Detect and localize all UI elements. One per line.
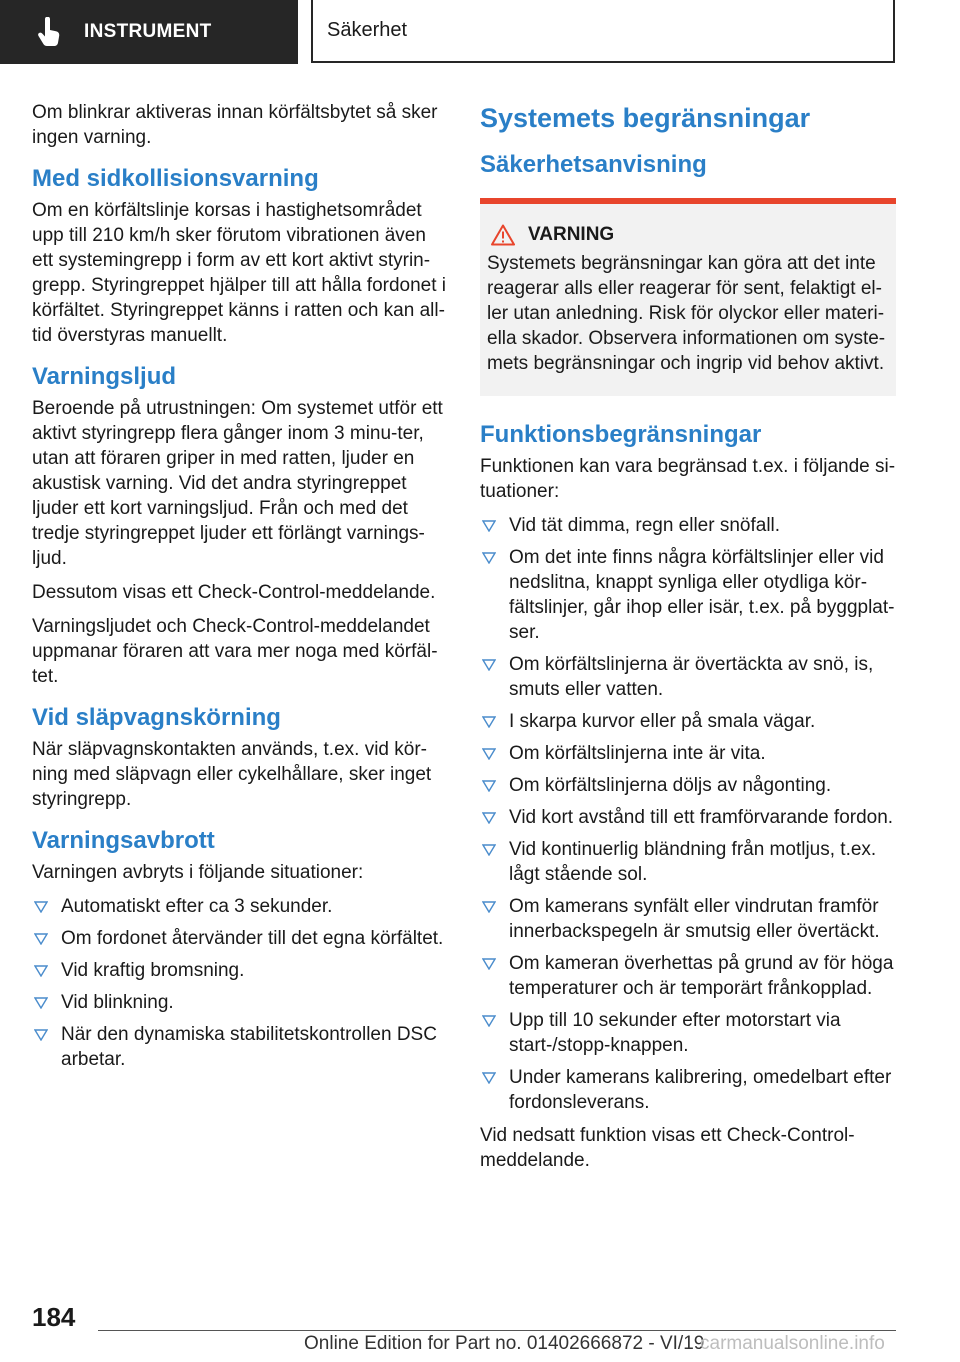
paragraph-slapvagn: När släpvagnskontakten används, t.ex. vid kör‐ning med släpvagn eller cykelhållare, sker inget styringrepp. (32, 739, 432, 810)
page-number: 184 (32, 1302, 76, 1332)
list-item: Under kamerans kalibrering, omedelbart efter fordonsleverans. (480, 1065, 896, 1115)
triangle-bullet-icon (482, 552, 496, 564)
footer-edition: Online Edition for Part no. 01402666872 - VI/19 (304, 1333, 705, 1354)
triangle-bullet-icon (482, 716, 496, 728)
heading-slapvagn: Vid släpvagnskörning (32, 704, 281, 731)
list-item: Om körfältslinjerna inte är vita. (480, 741, 896, 766)
triangle-bullet-icon (482, 812, 496, 824)
list-item: Om kamerans synfält eller vindrutan framför innerbackspegeln är smutsig eller övertäckt. (480, 894, 896, 944)
list-item: Vid kort avstånd till ett framförvarande fordon. (480, 805, 896, 830)
triangle-bullet-icon (482, 780, 496, 792)
watermark: carmanualsonline.info (700, 1333, 885, 1354)
paragraph-varningsljud-2: Dessutom visas ett Check-Control-meddelande. (32, 582, 436, 603)
triangle-bullet-icon (34, 1029, 48, 1041)
hand-pointer-icon (36, 17, 62, 47)
triangle-bullet-icon (482, 901, 496, 913)
paragraph-sidkollision: Om en körfältslinje korsas i hastighetsområdet upp till 210 km/h sker förutom vibrationen även ett systemingrepp i form av ett kort aktivt styrin‐grepp. Styringreppet hjälper till att hålla fordonet i körfältet. Styringreppet känns i ratten och kan all‐tid överstyras manuellt. (32, 200, 447, 346)
topic-label: Säkerhet (327, 19, 408, 41)
paragraph-varningsljud-1: Beroende på utrustningen: Om systemet utför ett aktivt styringrepp flera gånger inom 3 minu‐ter, utan att föraren griper in med ratten, ljuder en akustisk varning. Vid det andra styringreppet ljuder ett kort varningsljud. Från och med det tredje styringreppet ljuder ett förlängt varnings‐ljud. (32, 398, 443, 569)
intro-paragraph: Om blinkrar aktiveras innan körfältsbytet så sker ingen varning. (32, 102, 438, 148)
list-item: Vid tät dimma, regn eller snöfall. (480, 513, 896, 538)
section-label: INSTRUMENT (84, 21, 212, 42)
heading-systemets-begransningar: Systemets begränsningar (480, 103, 811, 133)
paragraph-varningsljud-3: Varningsljudet och Check-Control-meddelandet uppmanar föraren att vara mer noga med körfäl‐tet. (32, 616, 438, 687)
list-item: Automatiskt efter ca 3 sekunder. (32, 894, 448, 919)
triangle-bullet-icon (482, 520, 496, 532)
list-item: Om kameran överhettas på grund av för höga temperaturer och är temporärt frånkopplad. (480, 951, 896, 1001)
triangle-bullet-icon (482, 1015, 496, 1027)
list-item: Om det inte finns några körfältslinjer eller vid nedslitna, knappt synliga eller otydliga kör‐fältslinjer, går ihop eller isär, t.ex. på byggplat‐ser. (480, 545, 896, 645)
triangle-bullet-icon (34, 901, 48, 913)
paragraph-varningsavbrott: Varningen avbryts i följande situationer: (32, 862, 364, 883)
triangle-bullet-icon (482, 958, 496, 970)
list-item: Upp till 10 sekunder efter motorstart via start-/stopp-knappen. (480, 1008, 896, 1058)
right-column (480, 100, 896, 1182)
heading-sidkollision: Med sidkollisionsvarning (32, 165, 319, 192)
triangle-bullet-icon (482, 1072, 496, 1084)
triangle-bullet-icon (34, 933, 48, 945)
list-item: Vid kraftig bromsning. (32, 958, 448, 983)
triangle-bullet-icon (482, 844, 496, 856)
topic-header (311, 0, 895, 63)
paragraph-funktionsbegransningar: Funktionen kan vara begränsad t.ex. i följande si‐tuationer: (480, 456, 896, 502)
paragraph-end: Vid nedsatt funktion visas ett Check-Control-meddelande. (480, 1125, 855, 1171)
footer-rule (98, 1330, 896, 1331)
heading-funktionsbegransningar: Funktionsbegränsningar (480, 421, 762, 448)
list-funktionsbegransningar (480, 513, 896, 1115)
warning-text: Systemets begränsningar kan göra att det inte reagerar alls eller reagerar för sent, felaktigt el‐ler utan anledning. Risk för olyckor eller materi‐ella skador. Observera informationen om syste‐mets begränsningar och ingrip vid behov aktivt. (487, 253, 886, 374)
list-varningsavbrott (32, 894, 448, 1072)
heading-varningsavbrott: Varningsavbrott (32, 827, 215, 854)
warning-title: VARNING (528, 224, 615, 245)
left-column (32, 100, 448, 1080)
section-tab (0, 0, 298, 64)
list-item: Vid blinkning. (32, 990, 448, 1015)
list-item: När den dynamiska stabilitetskontrollen DSC arbetar. (32, 1022, 448, 1072)
triangle-bullet-icon (482, 748, 496, 760)
triangle-bullet-icon (482, 659, 496, 671)
triangle-bullet-icon (34, 997, 48, 1009)
list-item: I skarpa kurvor eller på smala vägar. (480, 709, 896, 734)
list-item: Om körfältslinjerna döljs av någonting. (480, 773, 896, 798)
warning-title-row (487, 224, 888, 246)
triangle-bullet-icon (34, 965, 48, 977)
list-item: Om fordonet återvänder till det egna körfältet. (32, 926, 448, 951)
warning-box (480, 198, 896, 396)
heading-varningsljud: Varningsljud (32, 363, 177, 390)
warning-triangle-icon (491, 224, 515, 246)
list-item: Om körfältslinjerna är övertäckta av snö, is, smuts eller vatten. (480, 652, 896, 702)
heading-sakerhetsanvisning: Säkerhetsanvisning (480, 151, 707, 178)
list-item: Vid kontinuerlig bländning från motljus, t.ex. lågt stående sol. (480, 837, 896, 887)
